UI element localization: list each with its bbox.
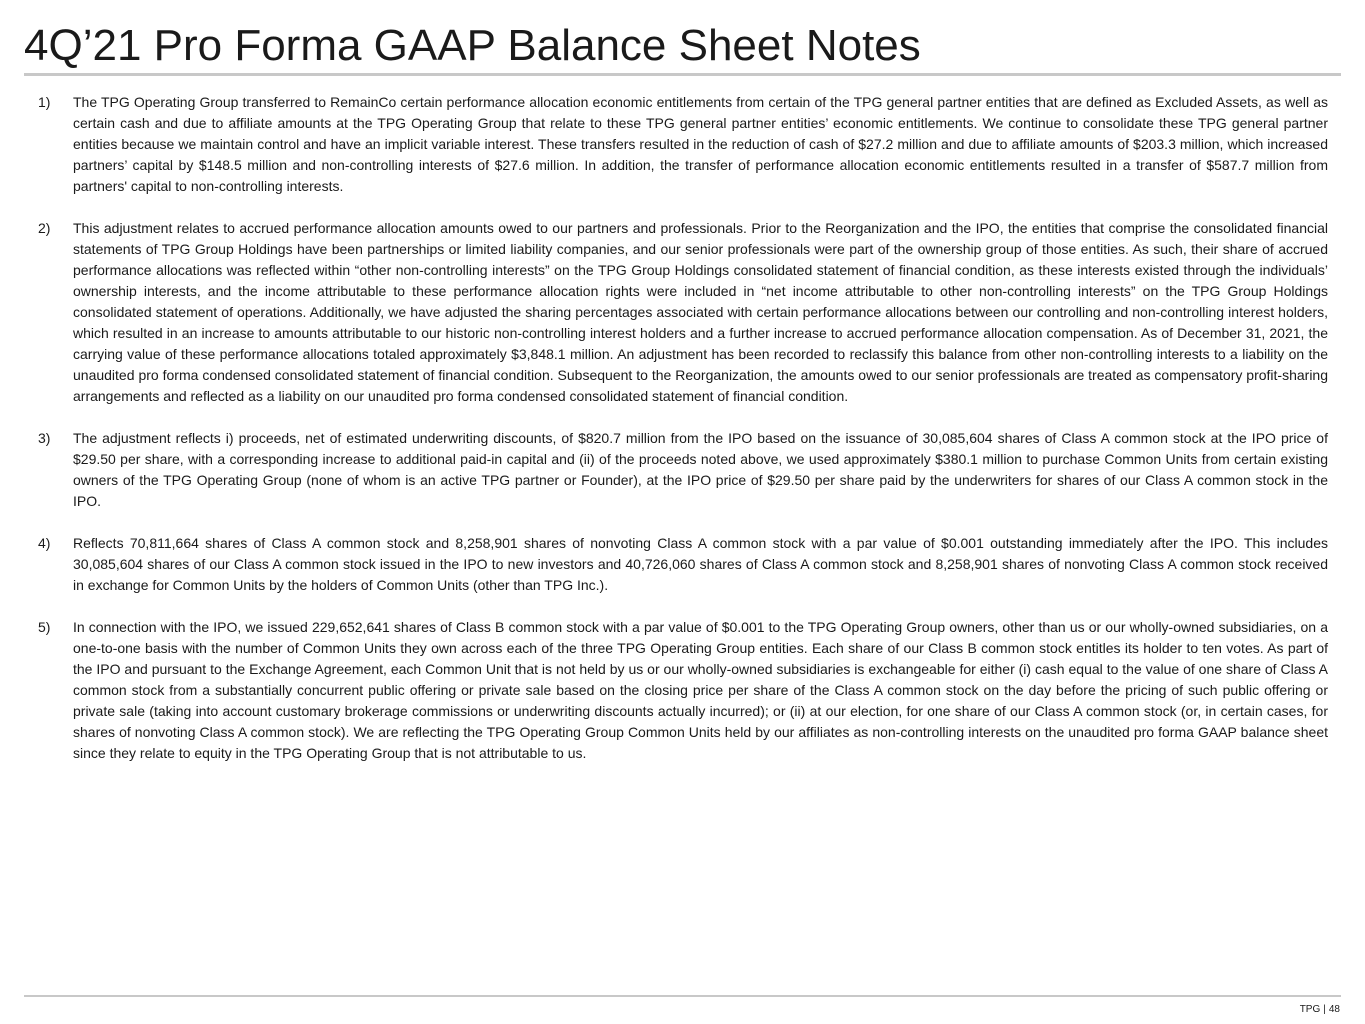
note-text: The adjustment reflects i) proceeds, net of estimated underwriting discounts, of $820.7 million from the IPO based on the issuance of 30,085,604 shares of Class A common stock at the IPO price of $29.50 per share, with a corresponding increase to additional paid-in capital and (ii) of the proceeds noted above, we used approximately $380.1 million to purchase Common Units from certain existing owners of the TPG Operating Group (none of whom is an active TPG partner or Founder), at the IPO price of $29.50 per share paid by the underwriters for shares of our Class A common stock in the IPO.	[73, 430, 1328, 509]
note-text: The TPG Operating Group transferred to RemainCo certain performance allocation economic entitlements from certain of the TPG general partner entities that are defined as Excluded Assets, as well as certain cash and due to affiliate amounts at the TPG Operating Group that relate to these TPG general partner entities’ economic entitlements. We continue to consolidate these TPG general partner entities because we maintain control and have an implicit variable interest. These transfers resulted in the reduction of cash of $27.2 million and due to affiliate amounts of $203.3 million, which increased partners’ capital by $148.5 million and non-controlling interests of $27.6 million. In addition, the transfer of performance allocation economic entitlements resulted in a transfer of $587.7 million from partners' capital to non-controlling interests.	[73, 94, 1328, 194]
note-item	[24, 218, 1328, 407]
note-number: 5)	[38, 619, 51, 635]
note-text: This adjustment relates to accrued performance allocation amounts owed to our partners and professionals. Prior to the Reorganization and the IPO, the entities that comprise the consolidated financial statements of TPG Group Holdings have been partnerships or limited liability companies, and our senior professionals were part of the ownership group of those entities. As such, their share of accrued performance allocations was reflected within “other non-controlling interests” on the TPG Group Holdings consolidated statement of financial condition, as these interests existed through the individuals’ ownership interests, and the income attributable to these performance allocation rights were included in “net income attributable to other non-controlling interests” on the TPG Group Holdings consolidated statement of operations. Additionally, we have adjusted the sharing percentages associated with certain performance allocations between our controlling and non-controlling interest holders, which resulted in an increase to amounts attributable to our historic non-controlling interest holders and a further increase to accrued performance allocation compensation. As of December 31, 2021, the carrying value of these performance allocations totaled approximately $3,848.1 million. An adjustment has been recorded to reclassify this balance from other non-controlling interests to a liability on the unaudited pro forma condensed consolidated statement of financial condition. Subsequent to the Reorganization, the amounts owed to our senior professionals are treated as compensatory profit-sharing arrangements and reflected as a liability on our unaudited pro forma condensed consolidated statement of financial condition.	[73, 220, 1328, 404]
page-title: 4Q’21 Pro Forma GAAP Balance Sheet Notes	[24, 21, 921, 70]
footer-divider	[24, 995, 1341, 997]
note-item	[24, 617, 1328, 764]
title-divider	[24, 73, 1341, 76]
note-text: In connection with the IPO, we issued 229,652,641 shares of Class B common stock with a par value of $0.001 to the TPG Operating Group owners, other than us or our wholly-owned subsidiaries, on a one-to-one basis with the number of Common Units they own across each of the three TPG Operating Group entities. Each share of our Class B common stock entitles its holder to ten votes. As part of the IPO and pursuant to the Exchange Agreement, each Common Unit that is not held by us or our wholly-owned subsidiaries is exchangeable for either (i) cash equal to the value of one share of Class A common stock from a substantially concurrent public offering or private sale based on the closing price per share of the Class A common stock on the day before the pricing of such public offering or private sale (taking into account customary brokerage commissions or underwriting discounts actually incurred); or (ii) at our election, for one share of our Class A common stock (or, in certain cases, for shares of nonvoting Class A common stock). We are reflecting the TPG Operating Group Common Units held by our affiliates as non-controlling interests on the unaudited pro forma GAAP balance sheet since they relate to equity in the TPG Operating Group that is not attributable to us.	[73, 619, 1328, 761]
note-number: 3)	[38, 430, 51, 446]
notes-list	[24, 92, 1328, 785]
note-number: 1)	[38, 94, 51, 110]
note-number: 2)	[38, 220, 51, 236]
note-item	[24, 533, 1328, 596]
page-footer	[1300, 1004, 1340, 1016]
note-item	[24, 92, 1328, 197]
note-item	[24, 428, 1328, 512]
note-text: Reflects 70,811,664 shares of Class A common stock and 8,258,901 shares of nonvoting Class A common stock with a par value of $0.001 outstanding immediately after the IPO. This includes 30,085,604 shares of our Class A common stock issued in the IPO to new investors and 40,726,060 shares of Class A common stock and 8,258,901 shares of nonvoting Class A common stock received in exchange for Common Units by the holders of Common Units (other than TPG Inc.).	[73, 535, 1328, 593]
footer-separator: |	[1323, 1004, 1326, 1015]
footer-brand: TPG	[1299, 1004, 1321, 1015]
page-number: 48	[1328, 1004, 1340, 1015]
note-number: 4)	[38, 535, 51, 551]
